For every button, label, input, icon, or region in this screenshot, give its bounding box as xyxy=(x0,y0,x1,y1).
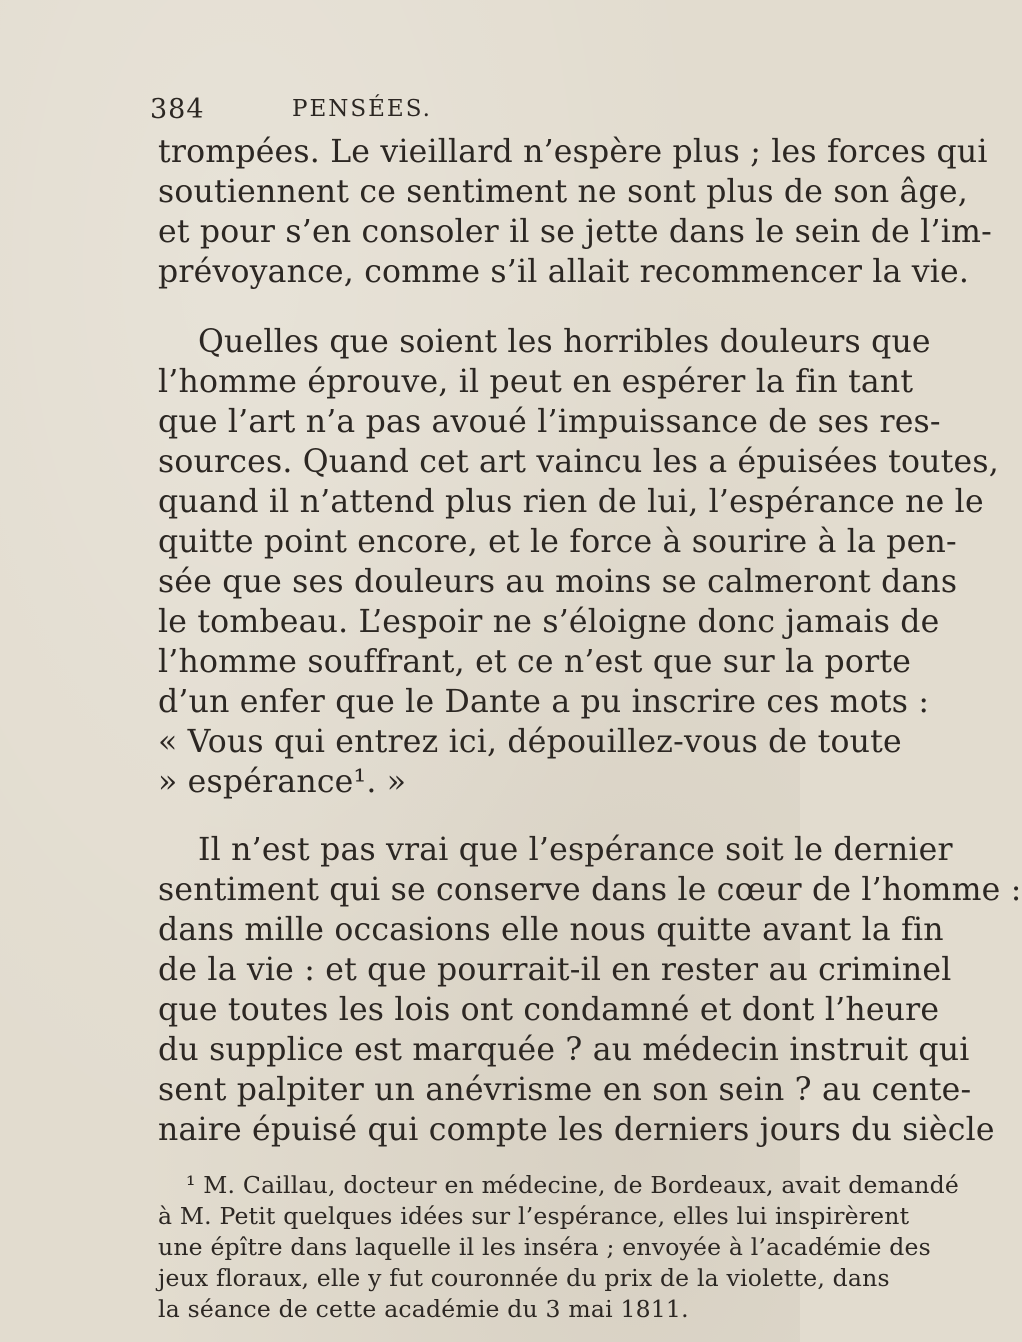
text-line: dans mille occasions elle nous quitte avant la fin xyxy=(158,912,944,948)
text-line: trompées. Le vieillard n’espère plus ; les forces qui xyxy=(158,134,988,170)
page-number: 384 xyxy=(150,94,205,125)
text-line: quand il n’attend plus rien de lui, l’espérance ne le xyxy=(158,484,984,520)
text-line: prévoyance, comme s’il allait recommencer la vie. xyxy=(158,254,970,290)
text-line: naire épuisé qui compte les derniers jours du siècle xyxy=(158,1112,995,1148)
text-line: que toutes les lois ont condamné et dont l’heure xyxy=(158,992,940,1028)
text-line: sée que ses douleurs au moins se calmeront dans xyxy=(158,564,958,600)
text-line: sources. Quand cet art vaincu les a épuisées toutes, xyxy=(158,444,999,480)
text-line: l’homme éprouve, il peut en espérer la fin tant xyxy=(158,364,914,400)
footnote-line: une épître dans laquelle il les inséra ; envoyée à l’académie des xyxy=(158,1233,931,1261)
text-line: Quelles que soient les horribles douleurs que xyxy=(198,324,931,360)
text-line: Il n’est pas vrai que l’espérance soit le dernier xyxy=(198,832,953,868)
text-line: quitte point encore, et le force à sourire à la pen- xyxy=(158,524,957,560)
text-line: soutiennent ce sentiment ne sont plus de son âge, xyxy=(158,174,968,210)
text-line: l’homme souffrant, et ce n’est que sur la porte xyxy=(158,644,912,680)
footnote-line: ¹ M. Caillau, docteur en médecine, de Bordeaux, avait demandé xyxy=(186,1171,959,1199)
text-line: d’un enfer que le Dante a pu inscrire ces mots : xyxy=(158,684,930,720)
text-line: le tombeau. L’espoir ne s’éloigne donc jamais de xyxy=(158,604,940,640)
text-line: sent palpiter un anévrisme en son sein ? au cente- xyxy=(158,1072,972,1108)
text-line: du supplice est marquée ? au médecin instruit qui xyxy=(158,1032,970,1068)
text-line: et pour s’en consoler il se jette dans le sein de l’im- xyxy=(158,214,992,250)
footnote-line: à M. Petit quelques idées sur l’espérance, elles lui inspirèrent xyxy=(158,1202,910,1230)
text-line: « Vous qui entrez ici, dépouillez-vous de toute xyxy=(158,724,902,760)
text-line: de la vie : et que pourrait-il en rester au criminel xyxy=(158,952,952,988)
text-line: sentiment qui se conserve dans le cœur de l’homme : xyxy=(158,872,1022,908)
running-title: PENSÉES. xyxy=(292,96,432,122)
text-line: que l’art n’a pas avoué l’impuissance de ses res- xyxy=(158,404,941,440)
footnote-line: la séance de cette académie du 3 mai 1811. xyxy=(158,1295,689,1323)
text-line: » espérance¹. » xyxy=(158,764,407,800)
page-header xyxy=(150,94,710,130)
footnote-line: jeux floraux, elle y fut couronnée du prix de la violette, dans xyxy=(158,1264,890,1292)
